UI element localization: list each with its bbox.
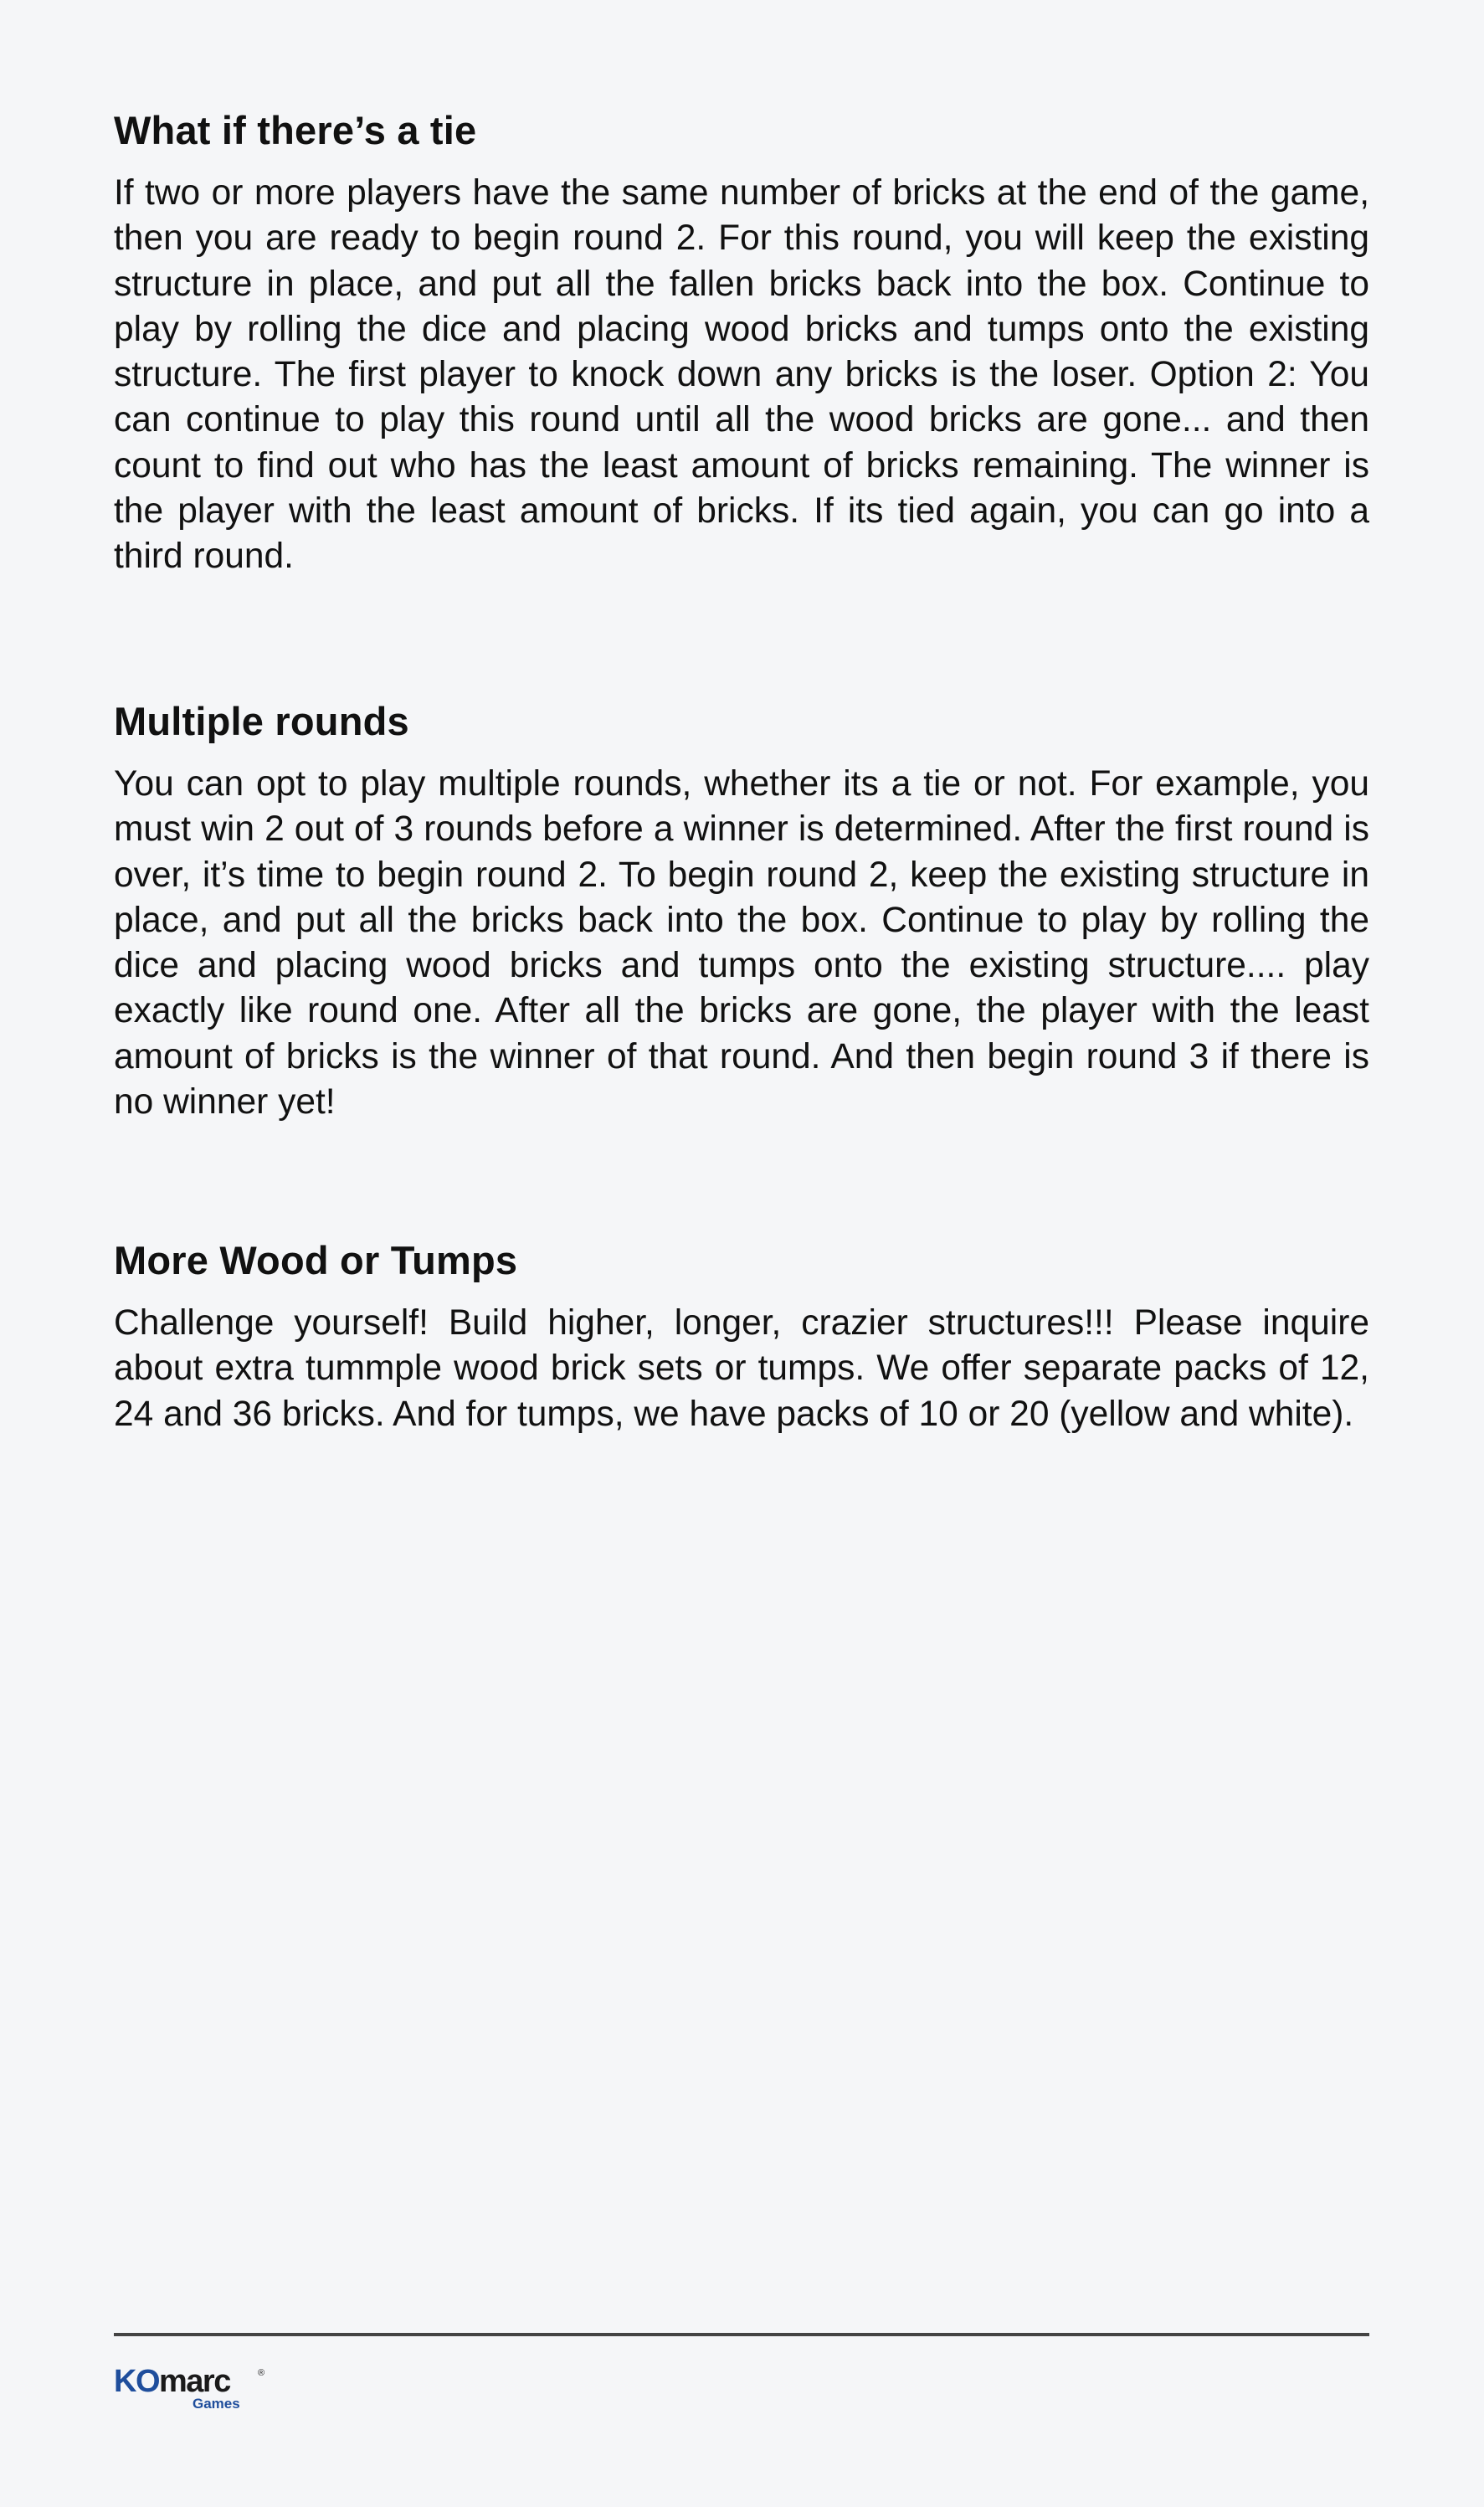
footer-divider xyxy=(114,2333,1369,2336)
section-body-more-wood: Challenge yourself! Build higher, longer, crazier structures!!! Please inquire about extra tummple wood brick sets or tumps. We offer separate packs of 12, 24 and 36 bricks. And for tumps, we have packs of 10 or 20 (yellow and white). xyxy=(114,1303,1369,1434)
section-heading-tie: What if there’s a tie xyxy=(114,108,477,152)
section-body-multiple-rounds: You can opt to play multiple rounds, whether its a tie or not. For example, you must win 2 out of 3 rounds before a winner is determined. After the first round is over, it’s time to begin round 2. To begin round 2, keep the existing structure in place, and put all the bricks back into the box. Continue to play by rolling the dice and placing wood bricks and tumps onto the existing structure.... play exactly like round one. After all the bricks are gone, the player with the least amount of bricks is the winner of that round. And then begin round 3 if there is no winner yet! xyxy=(114,764,1369,1122)
komarc-logo-wordmark: KOmarc xyxy=(114,2364,230,2399)
komarc-logo-mark: ® xyxy=(258,2368,265,2378)
komarc-logo-games: Games xyxy=(193,2396,240,2412)
section-heading-more-wood: More Wood or Tumps xyxy=(114,1238,518,1282)
section-tie xyxy=(114,107,1369,580)
section-more-wood xyxy=(114,1237,1369,1437)
section-heading-multiple-rounds: Multiple rounds xyxy=(114,699,409,743)
section-multiple-rounds xyxy=(114,698,1369,1125)
komarc-logo xyxy=(114,2364,273,2414)
section-body-tie: If two or more players have the same number of bricks at the end of the game, then you are ready to begin round 2. For this round, you will keep the existing structure in place, and put all the fallen bricks back into the box. Continue to play by rolling the dice and placing wood bricks and tumps onto the existing structure. The first player to knock down any bricks is the loser. Option 2: You can continue to play this round until all the wood bricks are gone... and then count to find out who has the least amount of bricks remaining. The winner is the player with the least amount of bricks. If its tied again, you can go into a third round. xyxy=(114,173,1369,577)
